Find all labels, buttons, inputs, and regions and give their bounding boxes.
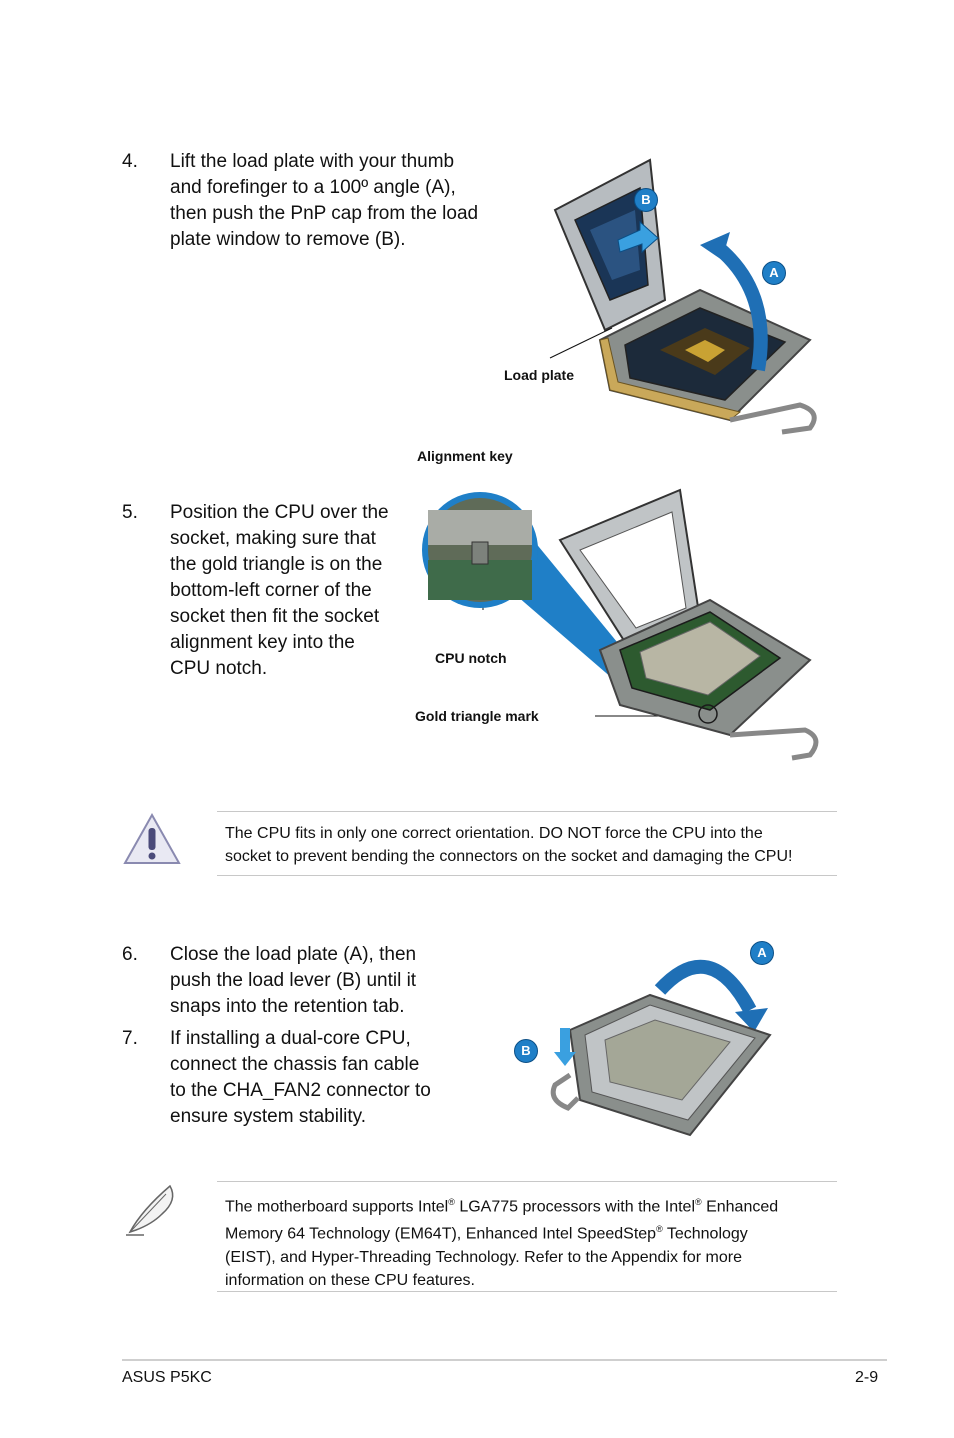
step-7-line: to the CHA_FAN2 connector to xyxy=(170,1080,431,1101)
badge-b: B xyxy=(634,188,658,212)
feather-pen-icon xyxy=(122,1180,182,1238)
footer-page-number: 2-9 xyxy=(855,1369,879,1386)
registered-mark: ® xyxy=(656,1224,663,1235)
caution-bottom-rule xyxy=(217,875,837,876)
step-4-line: Lift the load plate with your thumb xyxy=(170,151,455,172)
step-4-number: 4. xyxy=(122,151,138,172)
footer-rule xyxy=(122,1359,887,1361)
step-5-line: bottom-left corner of the xyxy=(170,580,372,601)
note-l2-b: Technology xyxy=(662,1225,748,1243)
step-6-number: 6. xyxy=(122,944,138,965)
step-5-line: socket, making sure that xyxy=(170,528,376,549)
step-5-text xyxy=(170,500,410,682)
label-gold-triangle: Gold triangle mark xyxy=(415,708,539,724)
caution-line: socket to prevent bending the connectors on the socket and damaging the CPU! xyxy=(225,848,793,865)
warning-triangle-icon xyxy=(122,812,182,866)
label-load-plate: Load plate xyxy=(504,367,575,383)
step-5-line: the gold triangle is on the xyxy=(170,554,383,575)
step-6-text xyxy=(170,942,460,1020)
step-4-line: and forefinger to a 100º angle (A), xyxy=(170,177,456,198)
step-4-line: plate window to remove (B). xyxy=(170,229,406,250)
step-7-line: ensure system stability. xyxy=(170,1106,367,1127)
note-line-2 xyxy=(225,1218,845,1245)
registered-mark: ® xyxy=(695,1197,702,1207)
label-cpu-notch: CPU notch xyxy=(435,650,507,666)
note-l2-a: Memory 64 Technology (EM64T), Enhanced Intel SpeedStep xyxy=(225,1225,657,1243)
step-7-number: 7. xyxy=(122,1028,138,1049)
badge-b-close: B xyxy=(514,1039,538,1063)
note-line-3: (EIST), and Hyper-Threading Technology. Refer to the Appendix for more xyxy=(225,1248,743,1266)
label-alignment-key: Alignment key xyxy=(417,448,513,464)
step-7-line: connect the chassis fan cable xyxy=(170,1054,420,1075)
figure-close-load-plate xyxy=(510,940,810,1140)
badge-a-close: A xyxy=(750,941,774,965)
step-4-text xyxy=(170,149,500,253)
figure-load-plate-lift xyxy=(500,150,840,450)
note-line-4: information on these CPU features. xyxy=(225,1271,475,1289)
step-5-line: Position the CPU over the xyxy=(170,502,389,523)
registered-mark: ® xyxy=(448,1197,455,1207)
step-6-line: Close the load plate (A), then xyxy=(170,944,417,965)
note-text xyxy=(225,1191,845,1292)
step-5-line: socket then fit the socket xyxy=(170,606,380,627)
badge-a: A xyxy=(762,261,786,285)
step-5-line: CPU notch. xyxy=(170,658,268,679)
figure-cpu-placement xyxy=(410,470,830,770)
note-bottom-rule xyxy=(217,1291,837,1292)
footer-product: ASUS P5KC xyxy=(122,1369,212,1386)
note-line-1 xyxy=(225,1191,845,1218)
note-l1-a: The motherboard supports Intel xyxy=(225,1198,449,1216)
step-5-number: 5. xyxy=(122,502,138,523)
step-7-line: If installing a dual-core CPU, xyxy=(170,1028,411,1049)
note-top-rule xyxy=(217,1181,837,1182)
step-5-line: alignment key into the xyxy=(170,632,355,653)
caution-text xyxy=(225,822,845,868)
note-l1-c: Enhanced xyxy=(701,1198,779,1216)
step-7-text xyxy=(170,1026,460,1130)
caution-line: The CPU fits in only one correct orientation. DO NOT force the CPU into the xyxy=(225,825,763,842)
step-6-line: push the load lever (B) until it xyxy=(170,970,417,991)
caution-top-rule xyxy=(217,811,837,812)
note-l1-b: LGA775 processors with the Intel xyxy=(454,1198,695,1216)
step-4-line: then push the PnP cap from the load xyxy=(170,203,479,224)
step-6-line: snaps into the retention tab. xyxy=(170,996,405,1017)
